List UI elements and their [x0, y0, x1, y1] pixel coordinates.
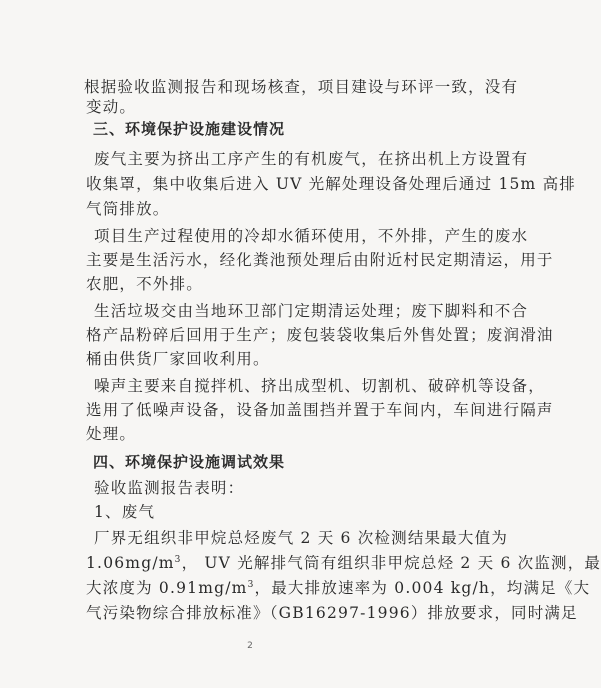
paragraph-results-line-2	[0, 553, 601, 573]
concentration-value-2: 大浓度为 0.91mg/m	[86, 579, 248, 597]
paragraph-verification-line-2: 变动。	[86, 98, 137, 116]
unit-superscript-1: 3	[174, 554, 182, 565]
report-intro: 验收监测报告表明：	[94, 479, 245, 497]
paragraph-noise-line-1: 噪声主要来自搅拌机、挤出成型机、切割机、破碎机等设备，	[94, 377, 545, 395]
paragraph-solid-waste-line-3: 桶由供货厂家回收利用。	[86, 350, 270, 368]
paragraph-noise-line-2: 选用了低噪声设备，设备加盖围挡并置于车间内，车间进行隔声	[86, 401, 554, 419]
paragraph-results-line-3	[0, 578, 591, 598]
paragraph-verification-line-1: 根据验收监测报告和现场核查，项目建设与环评一致，没有	[84, 78, 519, 96]
paragraph-waste-water-line-1: 项目生产过程使用的冷却水循环使用，不外排，产生的废水	[94, 227, 529, 245]
unit-superscript-2: 3	[247, 579, 255, 590]
paragraph-noise-line-3: 处理。	[86, 425, 137, 443]
concentration-value-1: 1.06mg/m	[86, 554, 175, 572]
subsection-1-heading: 1、废气	[94, 503, 156, 521]
paragraph-waste-water-line-3: 农肥，不外排。	[86, 275, 203, 293]
paragraph-solid-waste-line-1: 生活垃圾交由当地环卫部门定期清运处理；废下脚料和不合	[94, 302, 529, 320]
paragraph-waste-water-line-2: 主要是生活污水，经化粪池预处理后由附近村民定期清运，用于	[86, 251, 554, 269]
paragraph-waste-gas-line-3: 气筒排放。	[86, 200, 170, 218]
paragraph-waste-gas-line-2: 收集罩，集中收集后进入 UV 光解处理设备处理后通过 15m 高排	[86, 175, 576, 193]
page-number: 2	[247, 641, 253, 651]
paragraph-results-line-3-rest: ，最大排放速率为 0.004 kg/h，均满足《大	[254, 579, 591, 597]
paragraph-waste-gas-line-1: 废气主要为挤出工序产生的有机废气，在挤出机上方设置有	[94, 150, 529, 168]
paragraph-solid-waste-line-2: 格产品粉碎后回用于生产；废包装袋收集后外售处置；废润滑油	[86, 326, 554, 344]
paragraph-results-line-4: 气污染物综合排放标准》（GB16297-1996）排放要求，同时满足	[86, 604, 578, 622]
section-4-heading: 四、环境保护设施调试效果	[93, 453, 286, 471]
section-3-heading: 三、环境保护设施建设情况	[93, 120, 286, 138]
paragraph-results-line-2-rest: ， UV 光解排气筒有组织非甲烷总烃 2 天 6 次监测，最	[181, 554, 601, 572]
paragraph-results-line-1: 厂界无组织非甲烷总烃废气 2 天 6 次检测结果最大值为	[94, 529, 509, 547]
